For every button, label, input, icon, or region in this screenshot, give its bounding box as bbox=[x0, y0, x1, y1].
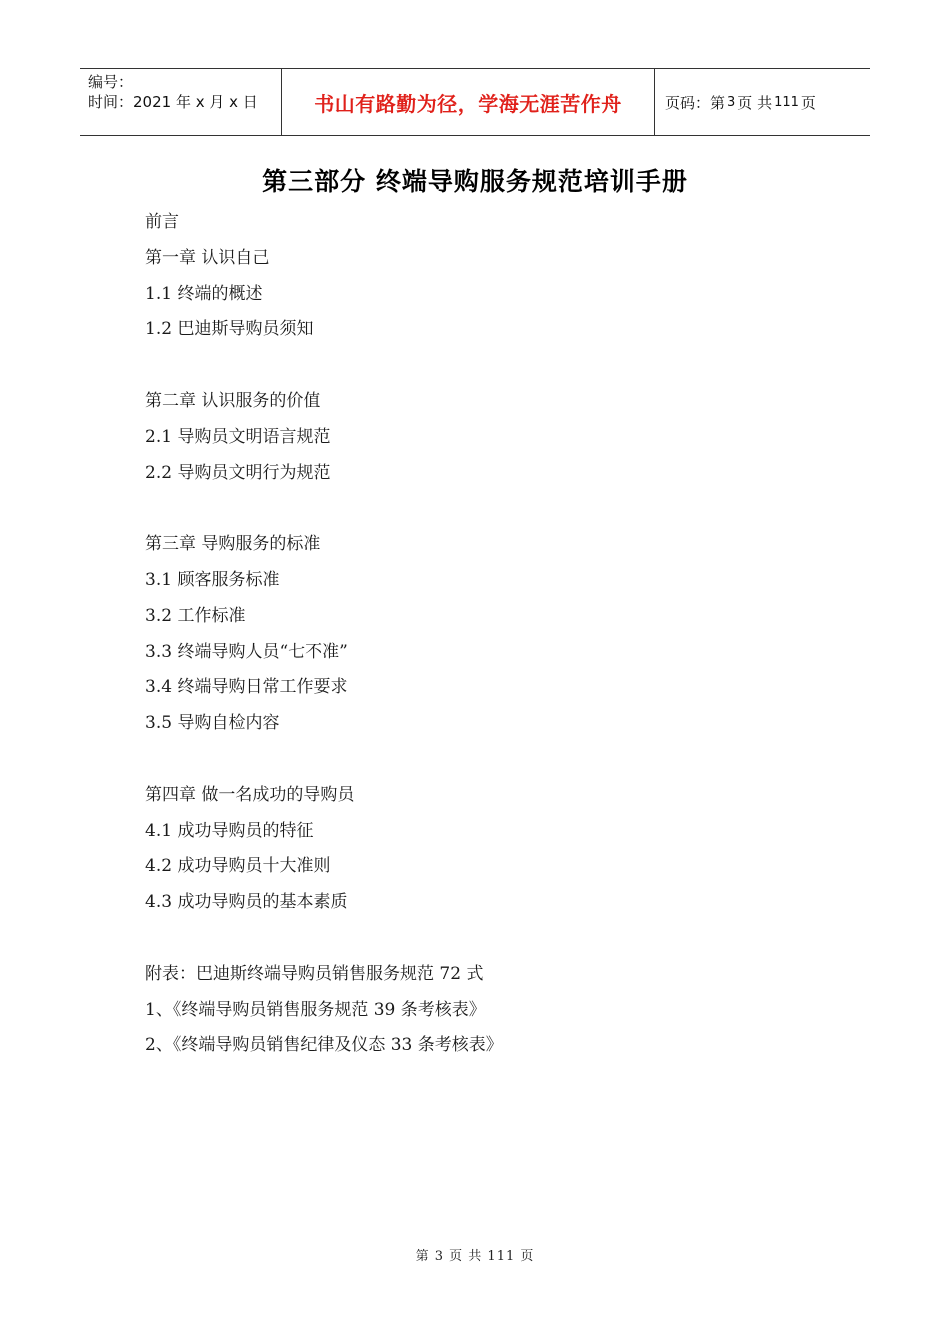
page-total: 111 bbox=[774, 94, 799, 110]
toc-section-3-3: 3.3 终端导购人员“七不准” bbox=[145, 641, 348, 662]
toc-spacer bbox=[145, 491, 845, 527]
page-current: 3 bbox=[727, 94, 736, 110]
time-label: 时间：2021 年 x 月 x 日 bbox=[88, 93, 258, 111]
header-meta-cell bbox=[80, 69, 282, 135]
toc-section-4-1: 4.1 成功导购员的特征 bbox=[145, 820, 314, 841]
toc-spacer bbox=[145, 348, 845, 384]
header-motto-cell bbox=[282, 69, 655, 135]
toc-spacer bbox=[145, 921, 845, 957]
table-of-contents bbox=[145, 205, 845, 1064]
toc-chapter-4: 第四章 做一名成功的导购员 bbox=[145, 784, 355, 805]
page-prefix: 页码：第 bbox=[665, 93, 726, 112]
toc-appendix-2: 2、《终端导购员销售纪律及仪态 33 条考核表》 bbox=[145, 1035, 503, 1056]
document-title: 第三部分 终端导购服务规范培训手册 bbox=[262, 167, 688, 196]
toc-chapter-1: 第一章 认识自己 bbox=[145, 247, 270, 268]
page-footer: 第 3 页 共 111 页 bbox=[415, 1249, 535, 1264]
toc-section-4-3: 4.3 成功导购员的基本素质 bbox=[145, 892, 348, 913]
toc-preface: 前言 bbox=[145, 212, 179, 232]
motto-text: 书山有路勤为径，学海无涯苦作舟 bbox=[314, 91, 622, 116]
toc-section-1-2: 1.2 巴迪斯导购员须知 bbox=[145, 319, 314, 340]
toc-spacer bbox=[145, 742, 845, 778]
toc-section-3-4: 3.4 终端导购日常工作要求 bbox=[145, 677, 348, 698]
toc-appendix: 附表：巴迪斯终端导购员销售服务规范 72 式 bbox=[145, 963, 484, 984]
toc-section-2-2: 2.2 导购员文明行为规范 bbox=[145, 462, 331, 483]
toc-section-3-5: 3.5 导购自检内容 bbox=[145, 713, 280, 734]
page-suffix: 页 bbox=[800, 93, 816, 112]
toc-chapter-3: 第三章 导购服务的标准 bbox=[145, 534, 321, 555]
number-label: 编号： bbox=[88, 73, 134, 91]
toc-section-3-1: 3.1 顾客服务标准 bbox=[145, 569, 280, 590]
header-page-cell bbox=[655, 69, 870, 135]
toc-section-1-1: 1.1 终端的概述 bbox=[145, 283, 263, 304]
toc-chapter-2: 第二章 认识服务的价值 bbox=[145, 390, 321, 411]
page-mid: 页 共 bbox=[737, 93, 773, 112]
toc-section-3-2: 3.2 工作标准 bbox=[145, 605, 246, 626]
toc-section-2-1: 2.1 导购员文明语言规范 bbox=[145, 426, 331, 447]
toc-appendix-1: 1、《终端导购员销售服务规范 39 条考核表》 bbox=[145, 999, 486, 1020]
toc-section-4-2: 4.2 成功导购员十大准则 bbox=[145, 856, 331, 877]
page-header bbox=[80, 68, 870, 136]
